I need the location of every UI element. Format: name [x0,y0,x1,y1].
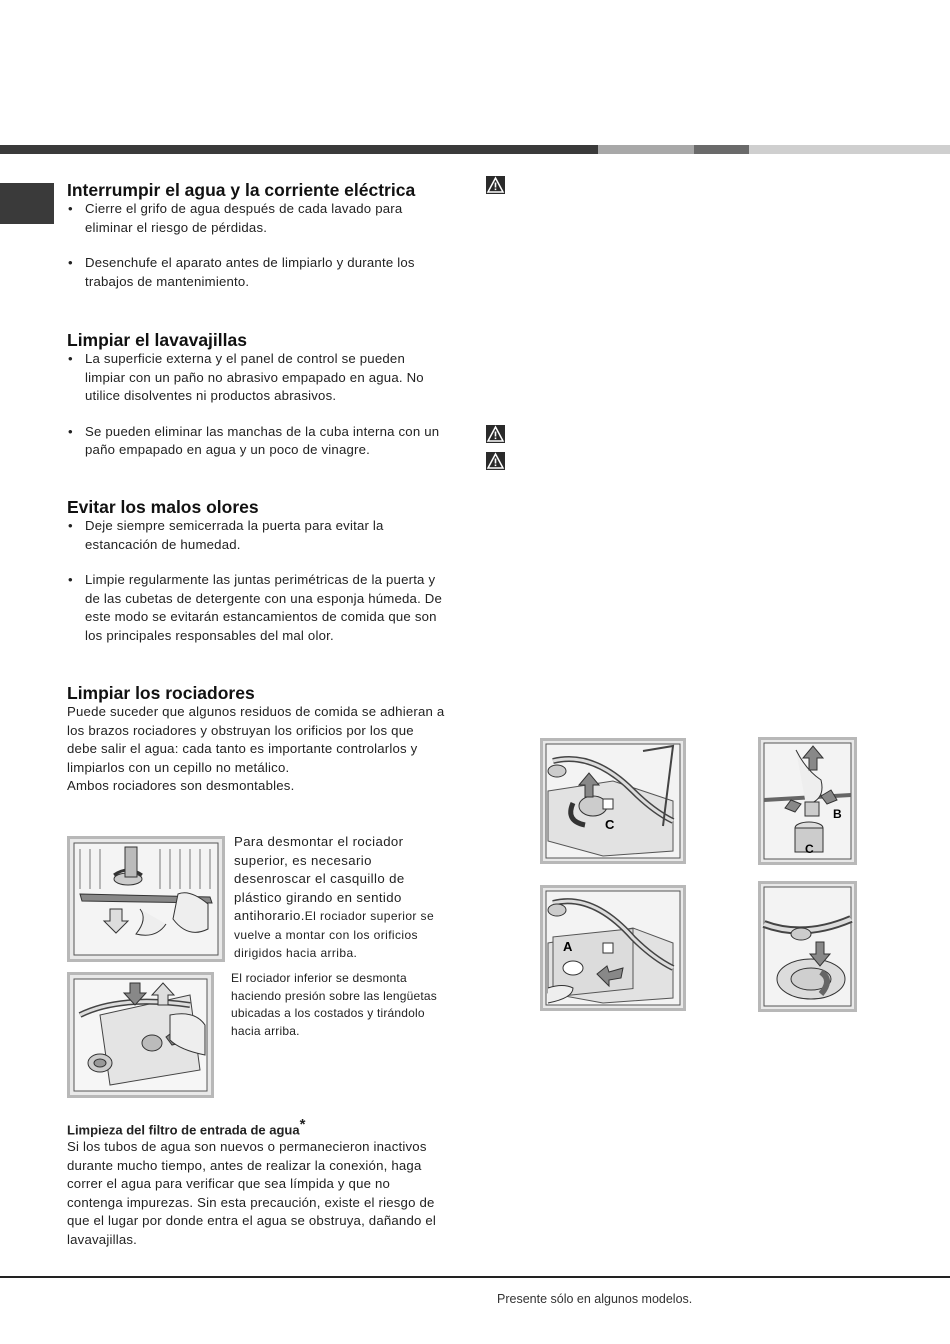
figure-filter-bc [758,737,857,865]
filter-title-text: Limpieza del filtro de entrada de agua [67,1122,300,1138]
section-title-clean: Limpiar el lavavajillas [67,330,247,350]
header-color-bar [0,145,950,154]
section-title-water: Interrumpir el agua y la corriente eléctrica [67,180,416,200]
figure-filter-insert [758,881,857,1012]
sprayers-body-2: Ambos rociadores son desmontables. [67,778,295,793]
figure-upper-sprayer [67,836,225,962]
figure-label-c-2: C [805,842,814,856]
section-title-sprayers: Limpiar los rociadores [67,683,255,703]
header-bar-pale [749,145,950,154]
section-filter [67,1116,445,1249]
header-bar-dark [0,145,598,154]
figure-label-c: C [605,817,615,832]
language-tab [0,183,54,224]
section-odors [67,497,445,645]
upper-sprayer-instructions [234,833,448,963]
figure-label-b: B [833,807,842,821]
footer-rule [0,1276,950,1278]
lower-sprayer-instructions [231,970,445,1040]
section-clean [67,330,445,460]
upper-sprayer-text-c: El rociador superior se vuelve a montar con los orificios dirigidos hacia arriba. [234,909,435,960]
section-water [67,180,445,291]
warning-icon [486,425,505,443]
bullet-odors-1: • Deje siempre semicerrada la puerta para evitar la estancación de humedad. [67,517,445,554]
header-bar-medium [694,145,749,154]
section-sprayers [67,683,445,796]
figure-filter-c [540,738,686,864]
upper-sprayer-text-a: Para desmontar el rociador superior, es necesario desenroscar el casquillo de plástico girando en sentido [234,834,405,905]
bullet-odors-2: • Limpie regularmente las juntas perimétricas de la puerta y de las cubetas de detergente con una esponja húmeda. De este modo se evitarán estancamientos de comida que son los principales responsables del mal olor. [67,571,445,645]
upper-sprayer-text-b: antihorario. [234,908,305,923]
bullet-water-1: • Cierre el grifo de agua después de cada lavado para eliminar el riesgo de pérdidas. [67,200,445,237]
lower-sprayer-text: El rociador inferior se desmonta haciendo presión sobre las lengüetas ubicadas a los costados y tirándolo hacia arriba. [231,971,438,1038]
bullet-clean-2: • Se pueden eliminar las manchas de la cuba interna con un paño empapado en agua y un poco de vinagre. [67,423,445,460]
header-bar-light [598,145,694,154]
figure-lower-sprayer [67,972,214,1098]
warning-icon [486,452,505,470]
sprayers-body: Puede suceder que algunos residuos de comida se adhieran a los brazos rociadores y obstruyan los orificios por los que debe salir el agua: cada tanto es importante controlarlos y limpiarlos con un cepillo no metálico. [67,704,445,775]
section-title-odors: Evitar los malos olores [67,497,259,517]
figure-label-a: A [563,939,573,954]
upper-sprayer-text [234,833,448,963]
filter-body: Si los tubos de agua son nuevos o permanecieron inactivos durante mucho tiempo, antes de realizar la conexión, haga correr el agua para verificar que sea límpida y que no contenga impurezas. Sin esta precaución, existe el riesgo de que el lugar por donde entra el agua se obstruya, dañando el lavavajillas. [67,1139,437,1247]
figure-filter-a [540,885,686,1011]
bullet-clean-1: • La superficie externa y el panel de control se pueden limpiar con un paño no abrasivo empapado en agua. No utilice disolventes ni productos abrasivos. [67,350,445,406]
bullet-water-2: • Desenchufe el aparato antes de limpiarlo y durante los trabajos de mantenimiento. [67,254,445,291]
section-title-filter [67,1116,445,1137]
warning-icon [486,176,505,194]
footnote-mark: * [299,1116,306,1133]
footnote-text: Presente sólo en algunos modelos. [497,1292,693,1306]
